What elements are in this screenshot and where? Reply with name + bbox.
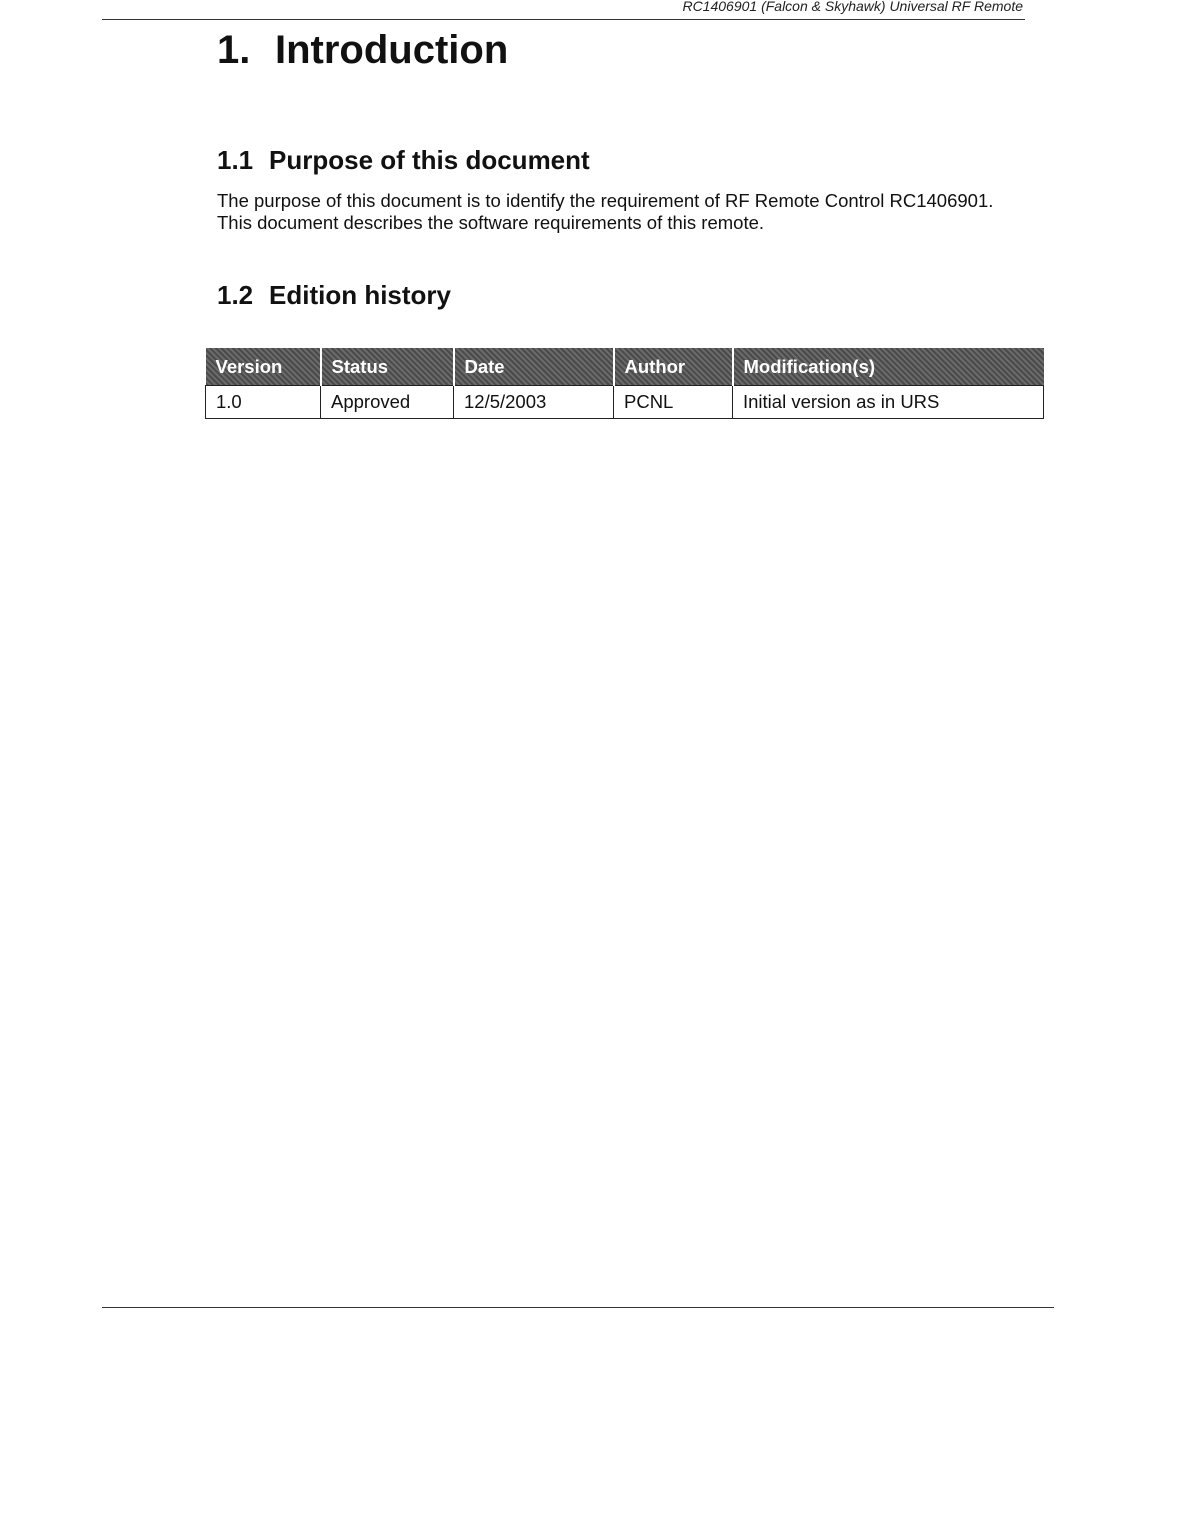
table-header-row (206, 348, 1044, 386)
cell-author: PCNL (614, 386, 733, 419)
chapter-title (217, 28, 508, 73)
table-row (206, 386, 1044, 419)
column-header-author: Author (614, 348, 733, 386)
column-header-modifications: Modification(s) (733, 348, 1044, 386)
cell-status: Approved (321, 386, 454, 419)
cell-modifications: Initial version as in URS (733, 386, 1044, 419)
column-header-version: Version (206, 348, 321, 386)
cell-date: 12/5/2003 (454, 386, 614, 419)
purpose-paragraph (217, 190, 1047, 234)
section-history-heading (217, 280, 451, 311)
chapter-number: 1. (217, 28, 251, 72)
section-purpose-heading (217, 145, 590, 176)
column-header-status: Status (321, 348, 454, 386)
section-title-text: Edition history (269, 280, 451, 310)
section-title-text: Purpose of this document (269, 145, 590, 175)
paragraph-line: This document describes the software requirements of this remote. (217, 212, 765, 233)
chapter-title-text: Introduction (275, 28, 509, 72)
running-header: RC1406901 (Falcon & Skyhawk) Universal RF Remote (682, 0, 1023, 14)
footer-rule (102, 1307, 1054, 1308)
section-number: 1.2 (217, 280, 254, 310)
edition-history-table (205, 348, 1044, 419)
header-rule (102, 19, 1025, 20)
paragraph-line: The purpose of this document is to identify the requirement of RF Remote Control RC1406901. (217, 190, 994, 211)
cell-version: 1.0 (206, 386, 321, 419)
column-header-date: Date (454, 348, 614, 386)
section-number: 1.1 (217, 145, 254, 175)
